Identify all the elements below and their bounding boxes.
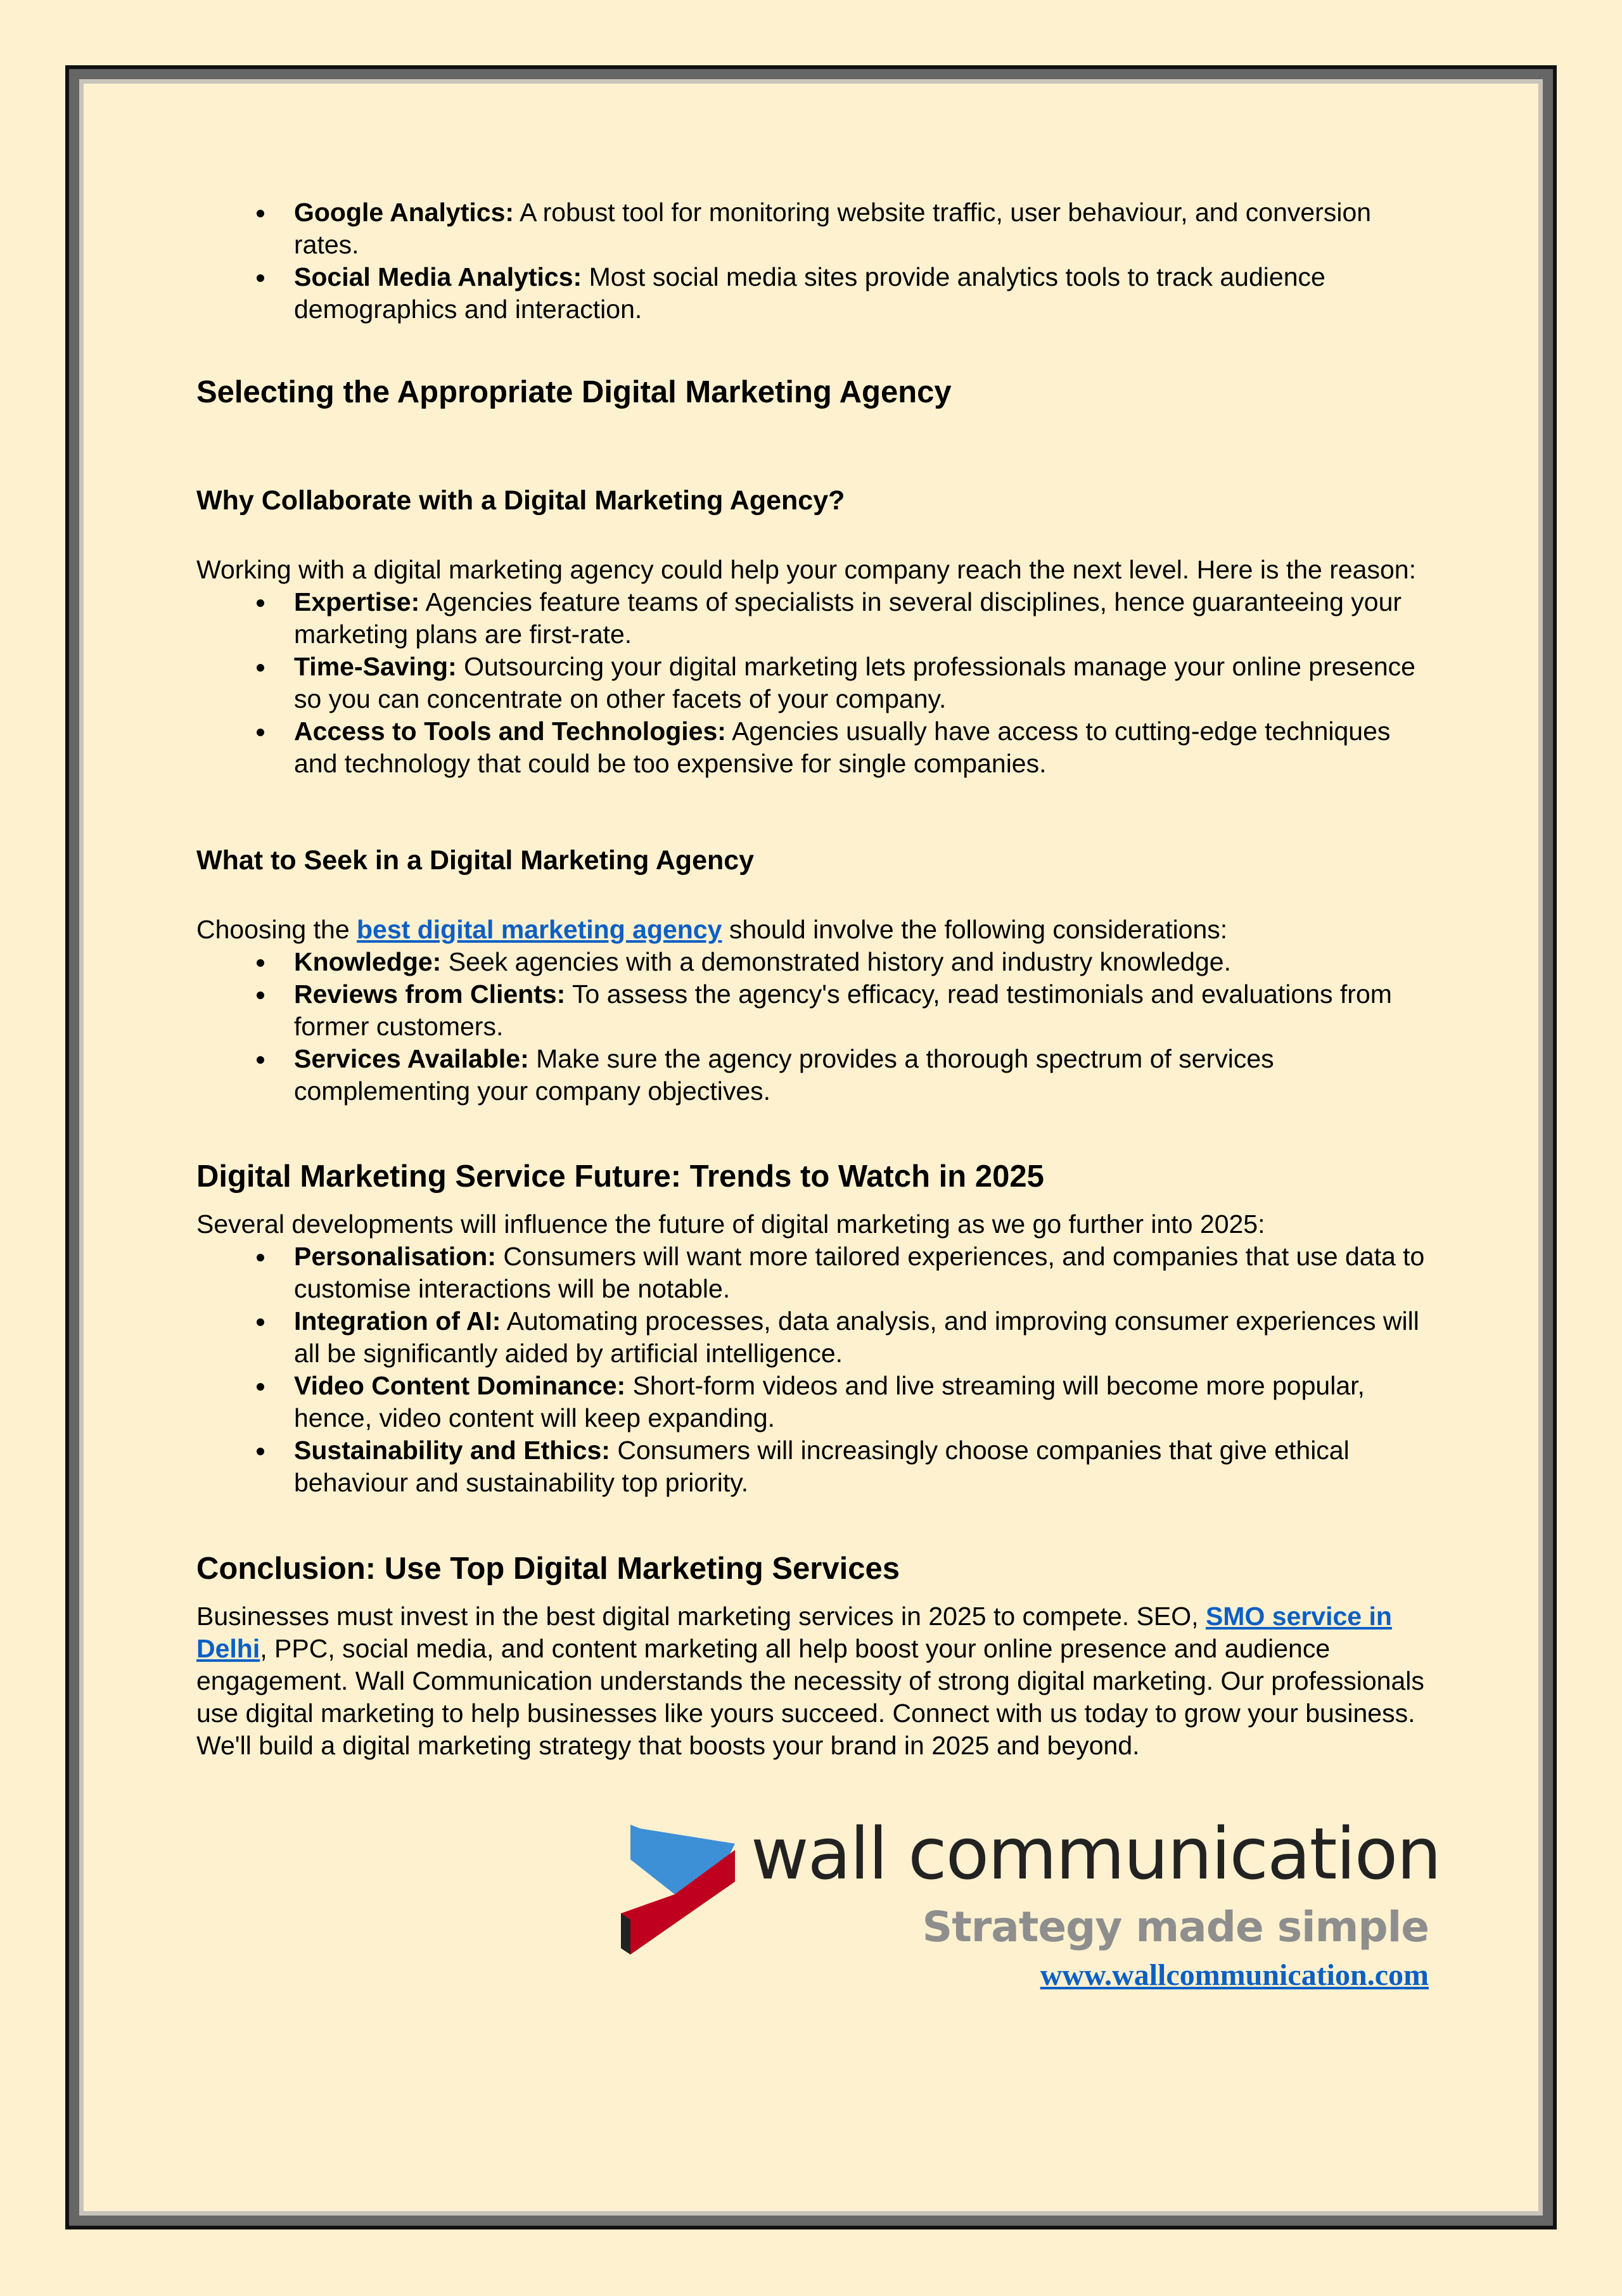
conclusion-section: [196, 1550, 1432, 1762]
best-agency-link[interactable]: best digital marketing agency: [357, 915, 722, 944]
list-item: Google Analytics: A robust tool for monitoring website traffic, user behaviour, and conversion rates.: [196, 196, 1432, 261]
list-item: Social Media Analytics: Most social media sites provide analytics tools to track audience demographics and interaction.: [196, 261, 1432, 326]
smo-service-link[interactable]: SMO service in Delhi: [196, 1602, 1392, 1663]
list-item: Sustainability and Ethics: Consumers will increasingly choose companies that give ethical behaviour and sustainability top priority.: [196, 1434, 1432, 1499]
agency-section: [196, 373, 1432, 411]
section-heading: Selecting the Appropriate Digital Marketing Agency: [196, 375, 952, 409]
future-section: [196, 1158, 1432, 1499]
paragraph: Choosing the best digital marketing agency should involve the following considerations:: [196, 915, 1228, 944]
list-item: Services Available: Make sure the agency provides a thorough spectrum of services complementing your company objectives.: [196, 1043, 1432, 1107]
section-heading: Conclusion: Use Top Digital Marketing Services: [196, 1552, 900, 1586]
paragraph: Several developments will influence the future of digital marketing as we go further into 2025:: [196, 1209, 1265, 1239]
subsection-heading: What to Seek in a Digital Marketing Agency: [196, 845, 755, 876]
why-section: [196, 483, 1432, 780]
list-item: Expertise: Agencies feature teams of specialists in several disciplines, hence guaranteeing your marketing plans are first-rate.: [196, 586, 1432, 651]
subsection-heading: Why Collaborate with a Digital Marketing Agency?: [196, 485, 845, 516]
section-heading: Digital Marketing Service Future: Trends to Watch in 2025: [196, 1159, 1044, 1194]
paragraph: Working with a digital marketing agency could help your company reach the next level. Here is the reason:: [196, 555, 1416, 584]
list-item: Integration of AI: Automating processes, data analysis, and improving consumer experiences will all be significantly aided by artificial intelligence.: [196, 1305, 1432, 1370]
list-item: Time-Saving: Outsourcing your digital marketing lets professionals manage your online presence so you can concentrate on other facets of your company.: [196, 651, 1432, 715]
logo-mark-icon: [618, 1825, 744, 1958]
website-link[interactable]: www.wallcommunication.com: [1040, 1958, 1429, 1992]
logo-tagline: Strategy made simple: [922, 1903, 1429, 1951]
logo-brand: wall communication: [751, 1813, 1441, 1896]
list-item: Video Content Dominance: Short-form videos and live streaming will become more popular, hence, video content will keep expanding.: [196, 1370, 1432, 1434]
seek-section: [196, 843, 1432, 1107]
list-item: Personalisation: Consumers will want more tailored experiences, and companies that use data to customise interactions will be notable.: [196, 1240, 1432, 1305]
intro-list: [196, 196, 1432, 326]
list-item: Access to Tools and Technologies: Agencies usually have access to cutting-edge techniques and technology that could be too expensive for single companies.: [196, 715, 1432, 780]
paragraph: Businesses must invest in the best digital marketing services in 2025 to compete. SEO, SMO service in Delhi, PPC, social media, and content marketing all help boost your online presence and audience engagement. Wall Communication understands the necessity of strong digital marketing. Our professionals use digital marketing to help businesses like yours succeed. Connect with us today to grow your business. We'll build a digital marketing strategy that boosts your brand in 2025 and beyond.: [196, 1602, 1424, 1760]
company-logo: [618, 1813, 1441, 1958]
list-item: Reviews from Clients: To assess the agency's efficacy, read testimonials and evaluations from former customers.: [196, 978, 1432, 1043]
list-item: Knowledge: Seek agencies with a demonstrated history and industry knowledge.: [196, 946, 1432, 978]
